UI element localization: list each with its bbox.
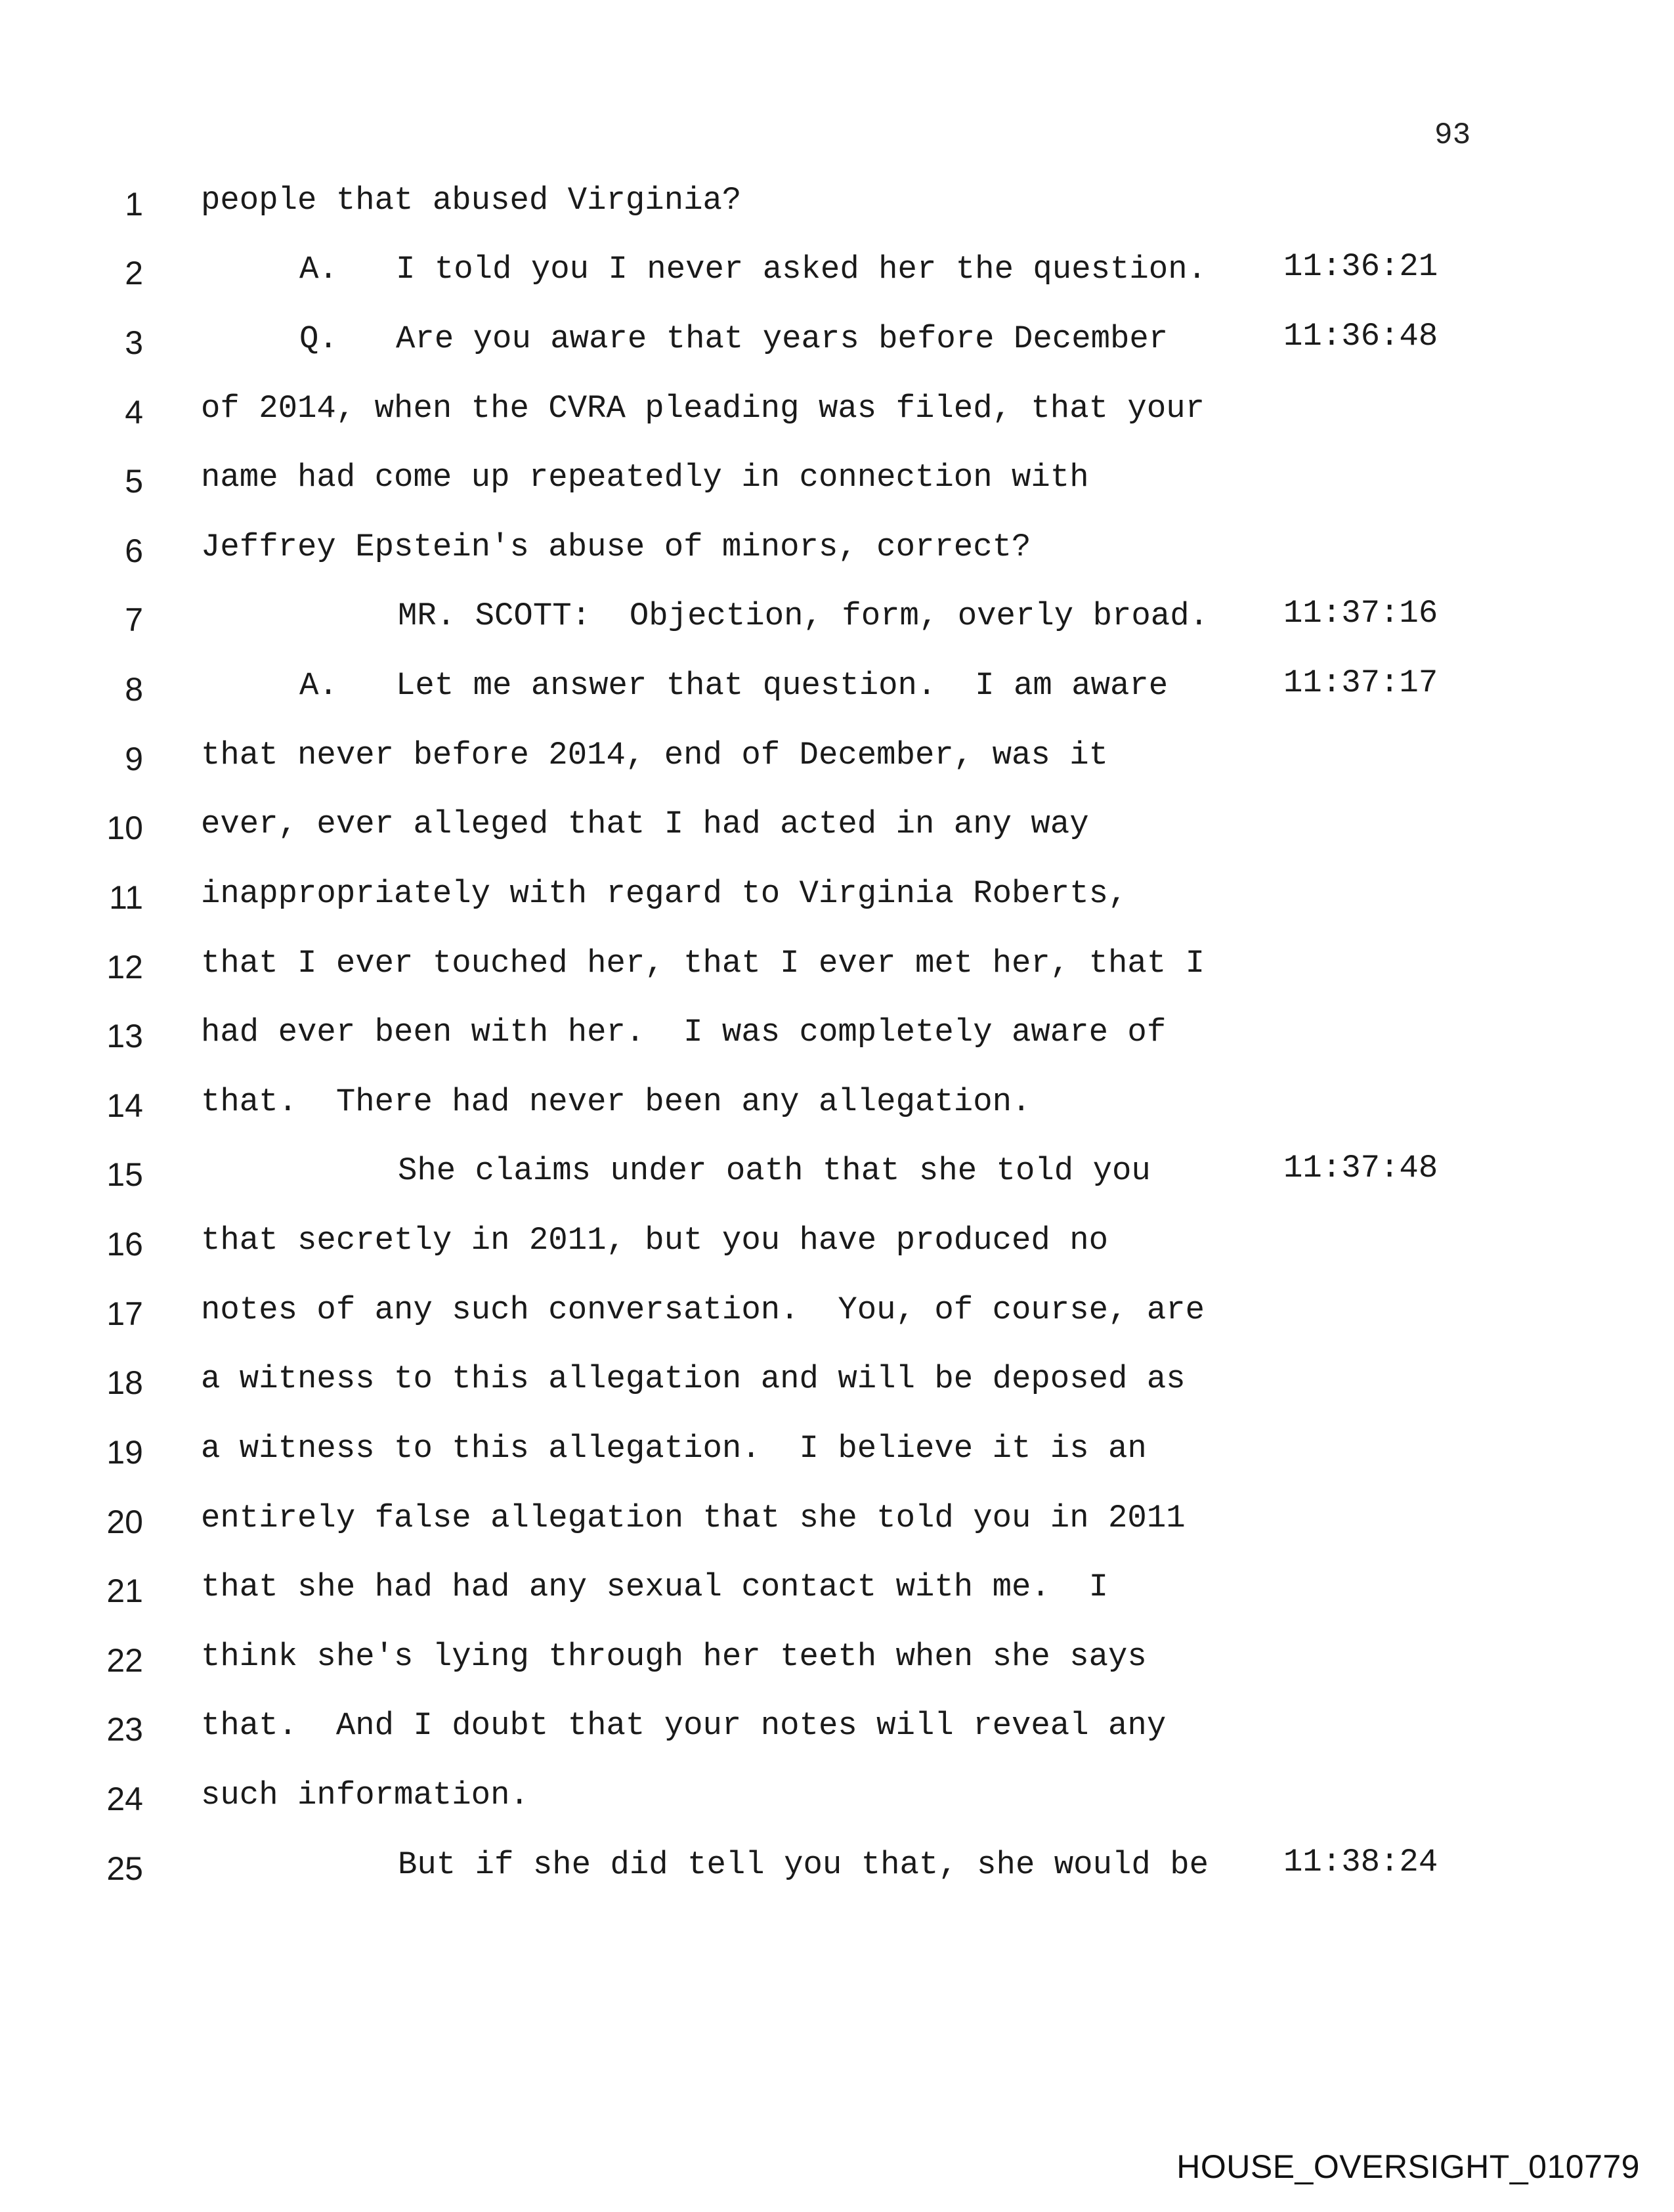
transcript-line — [0, 177, 1674, 247]
line-number: 5 — [125, 463, 143, 500]
line-number: 22 — [106, 1642, 143, 1679]
line-number: 9 — [125, 741, 143, 777]
transcript-line — [0, 1217, 1674, 1287]
line-number: 20 — [106, 1504, 143, 1540]
transcript-line — [0, 1564, 1674, 1634]
line-number: 19 — [106, 1434, 143, 1471]
line-text: a witness to this allegation. I believe it is an — [201, 1430, 1147, 1467]
transcript-line — [0, 1287, 1674, 1356]
line-text: that she had had any sexual contact with me. I — [201, 1569, 1109, 1605]
transcript-line — [0, 1009, 1674, 1079]
timestamp: 11:37:17 — [1283, 664, 1438, 701]
line-number: 2 — [125, 255, 143, 292]
line-number: 18 — [106, 1364, 143, 1401]
transcript-line — [0, 1772, 1674, 1842]
line-number: 14 — [106, 1087, 143, 1124]
line-number: 3 — [125, 324, 143, 361]
transcript-line — [0, 732, 1674, 802]
transcript-line — [0, 871, 1674, 940]
line-number: 6 — [125, 532, 143, 569]
line-text: But if she did tell you that, she would be — [398, 1846, 1209, 1883]
line-text: A. I told you I never asked her the question. — [299, 251, 1207, 288]
line-number: 8 — [125, 671, 143, 708]
line-number: 25 — [106, 1850, 143, 1887]
timestamp: 11:37:16 — [1283, 595, 1438, 632]
page-number: 93 — [1434, 118, 1471, 152]
transcript-line — [0, 1425, 1674, 1495]
line-number: 12 — [106, 949, 143, 986]
line-text: a witness to this allegation and will be deposed as — [201, 1360, 1186, 1397]
line-text: that. And I doubt that your notes will reveal any — [201, 1707, 1167, 1744]
transcript-line — [0, 1079, 1674, 1148]
transcript-line — [0, 385, 1674, 455]
line-text: notes of any such conversation. You, of course, are — [201, 1291, 1205, 1328]
transcript-line — [0, 246, 1674, 316]
line-number: 11 — [109, 879, 143, 916]
transcript-line — [0, 316, 1674, 385]
line-text: inappropriately with regard to Virginia Roberts, — [201, 875, 1128, 912]
line-number: 21 — [106, 1572, 143, 1609]
transcript-line — [0, 593, 1674, 662]
transcript-line — [0, 454, 1674, 524]
line-text: ever, ever alleged that I had acted in any way — [201, 806, 1089, 842]
line-number: 7 — [125, 601, 143, 638]
line-number: 16 — [106, 1226, 143, 1263]
line-number: 15 — [106, 1156, 143, 1193]
line-text: had ever been with her. I was completely aware of — [201, 1014, 1167, 1051]
timestamp: 11:36:21 — [1283, 248, 1438, 285]
line-text: people that abused Virginia? — [201, 182, 742, 219]
line-text: Q. Are you aware that years before December — [299, 320, 1169, 357]
line-number: 23 — [106, 1711, 143, 1748]
timestamp: 11:36:48 — [1283, 318, 1438, 355]
transcript-line — [0, 662, 1674, 732]
line-text: that. There had never been any allegation. — [201, 1083, 1031, 1120]
line-text: She claims under oath that she told you — [398, 1152, 1151, 1189]
transcript-line — [0, 1495, 1674, 1565]
timestamp: 11:38:24 — [1283, 1844, 1438, 1880]
line-number: 10 — [106, 810, 143, 846]
line-text: MR. SCOTT: Objection, form, overly broad. — [398, 597, 1209, 634]
transcript-line — [0, 1634, 1674, 1703]
transcript-line — [0, 524, 1674, 594]
line-number: 17 — [106, 1295, 143, 1332]
transcript-line — [0, 1842, 1674, 1911]
line-text: such information. — [201, 1777, 529, 1813]
line-number: 4 — [125, 394, 143, 431]
line-text: entirely false allegation that she told you in 2011 — [201, 1500, 1186, 1536]
transcript-line — [0, 801, 1674, 871]
line-text: of 2014, when the CVRA pleading was filed, that your — [201, 390, 1205, 427]
line-number: 24 — [106, 1781, 143, 1817]
line-number: 1 — [125, 186, 143, 223]
line-text: that never before 2014, end of December, was it — [201, 737, 1109, 773]
line-text: that secretly in 2011, but you have produced no — [201, 1222, 1109, 1259]
line-text: that I ever touched her, that I ever met her, that I — [201, 945, 1205, 982]
line-text: think she's lying through her teeth when she says — [201, 1638, 1147, 1675]
line-text: Jeffrey Epstein's abuse of minors, correct? — [201, 529, 1031, 565]
transcript-line — [0, 1356, 1674, 1425]
timestamp: 11:37:48 — [1283, 1150, 1438, 1186]
line-text: A. Let me answer that question. I am aware — [299, 667, 1169, 704]
transcript-line — [0, 1702, 1674, 1772]
line-text: name had come up repeatedly in connection with — [201, 459, 1089, 496]
bates-number: HOUSE_OVERSIGHT_010779 — [1176, 2148, 1640, 2185]
transcript-line — [0, 1148, 1674, 1217]
line-number: 13 — [106, 1018, 143, 1054]
transcript-line — [0, 940, 1674, 1010]
